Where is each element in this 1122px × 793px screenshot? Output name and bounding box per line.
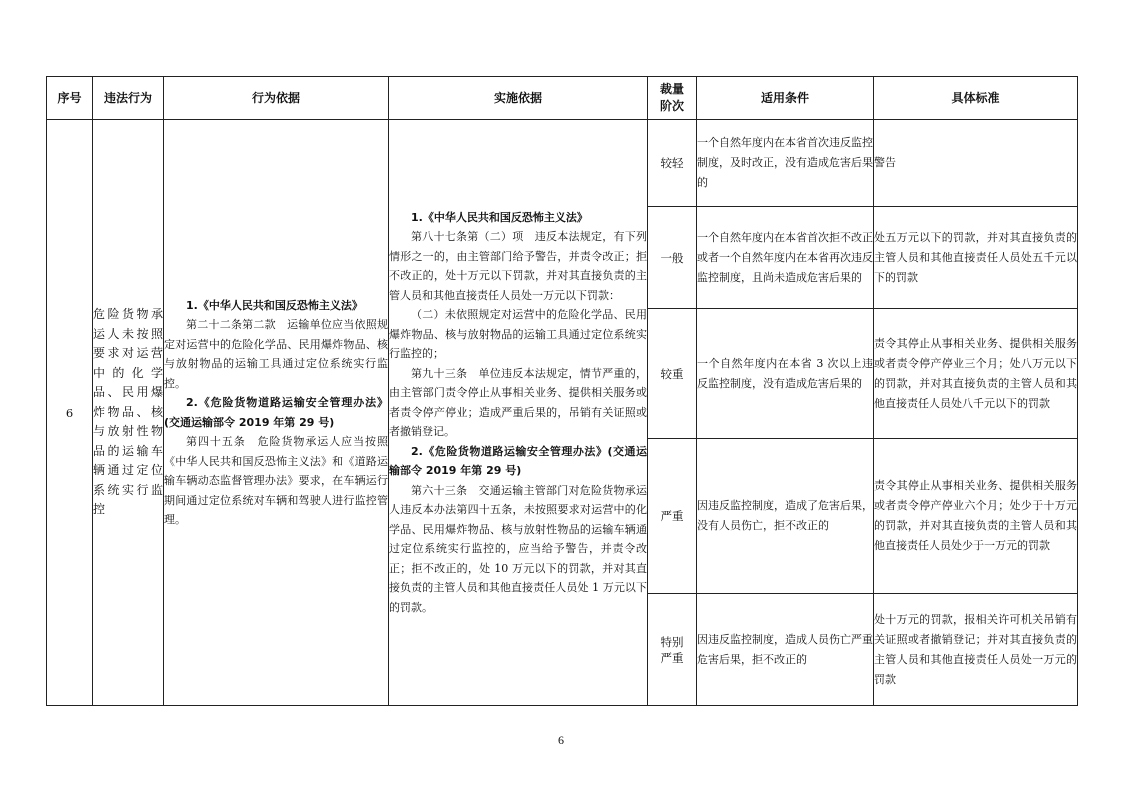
table-header-row <box>47 77 1078 120</box>
cond-serious: 因违反监控制度，造成了危害后果，没有人员伤亡，拒不改正的 <box>697 439 874 594</box>
basis-heading-2: 2.《危险货物道路运输安全管理办法》(交通运输部令 2019 年第 29 号) <box>164 396 388 429</box>
level-extra-serious <box>648 594 697 706</box>
std-minor: 警告 <box>874 120 1078 207</box>
level-general: 一般 <box>648 207 697 309</box>
impl-paragraph-2: （二）未依照规定对运营中的危险化学品、民用爆炸物品、核与放射物品的运输工具通过定位系统实行监控的； <box>389 308 647 361</box>
impl-paragraph-4: 第六十三条 交通运输主管部门对危险货物承运人违反本办法第四十五条，未按照要求对运营中的化学品、民用爆炸物品、核与放射性物品的运输车辆通过定位系统实行监控的，应当给予警告，并责令改正；拒不改正的，处 10 万元以下的罚款，并对其直接负责的主管人员和其他直接责任人员处 1 万元以下的罚款。 <box>389 483 647 614</box>
header-cond: 适用条件 <box>697 77 874 120</box>
impl-heading-2: 2.《危险货物道路运输安全管理办法》(交通运输部令 2019 年第 29 号) <box>389 444 647 478</box>
page-number: 6 <box>558 733 564 747</box>
std-serious: 责令其停止从事相关业务、提供相关服务或者责令停产停业六个月；处少于十万元的罚款，并对其直接负责的主管人员和其他直接责任人员处少于一万元的罚款 <box>874 439 1078 594</box>
header-impl: 实施依据 <box>389 77 648 120</box>
cond-minor: 一个自然年度内在本省首次违反监控制度，及时改正，没有造成危害后果的 <box>697 120 874 207</box>
std-extra-serious: 处十万元的罚款，报相关许可机关吊销有关证照或者撤销登记；并对其直接负责的主管人员和其他直接责任人员处一万元的罚款 <box>874 594 1078 706</box>
std-general: 处五万元以下的罚款，并对其直接负责的主管人员和其他直接责任人员处五千元以下的罚款 <box>874 207 1078 309</box>
std-heavy: 责令其停止从事相关业务、提供相关服务或者责令停产停业三个月；处八万元以下的罚款，并对其直接负责的主管人员和其他直接责任人员处八千元以下的罚款 <box>874 309 1078 439</box>
impl-paragraph-3: 第九十三条 单位违反本法规定，情节严重的，由主管部门责令停止从事相关业务、提供相关服务或者责令停产停业；造成严重后果的，吊销有关证照或者撤销登记。 <box>389 366 647 439</box>
basis-paragraph-2: 第四十五条 危险货物承运人应当按照《中华人民共和国反恐怖主义法》和《道路运输车辆动态监督管理办法》要求，在车辆运行期间通过定位系统对车辆和驾驶人进行监控管理。 <box>164 435 388 526</box>
basis-paragraph-1: 第二十二条第二款 运输单位应当依照规定对运营中的危险化学品、民用爆炸物品、核与放射物品的运输工具通过定位系统实行监控。 <box>164 318 388 390</box>
header-no: 序号 <box>47 77 93 120</box>
penalty-standard-table <box>46 76 1078 706</box>
header-std: 具体标准 <box>874 77 1078 120</box>
header-behavior: 违法行为 <box>93 77 164 120</box>
cond-extra-serious: 因违反监控制度，造成人员伤亡严重危害后果，拒不改正的 <box>697 594 874 706</box>
impl-paragraph-1: 第八十七条第（二）项 违反本法规定，有下列情形之一的，由主管部门给予警告，并责令改正；拒不改正的，处十万元以下罚款，并对其直接负责的主管人员和其他直接责任人员处一万元以下罚款： <box>389 230 647 302</box>
level-serious: 严重 <box>648 439 697 594</box>
level-extra-serious-line1: 特别 <box>660 634 684 649</box>
basis-heading-1: 1.《中华人民共和国反恐怖主义法》 <box>186 298 363 312</box>
header-level-line1: 裁量 <box>659 82 684 96</box>
header-basis: 行为依据 <box>164 77 389 120</box>
row-basis <box>164 120 389 706</box>
table-row <box>47 120 1078 207</box>
row-behavior: 危险货物承运人未按照要求对运营中的化学品、民用爆炸物品、核与放射性物品的运输车辆通过定位系统实行监控 <box>93 120 164 706</box>
row-no: 6 <box>47 120 93 706</box>
cond-heavy: 一个自然年度内在本省 3 次以上违反监控制度，没有造成危害后果的 <box>697 309 874 439</box>
row-impl <box>389 120 648 706</box>
header-level <box>648 77 697 120</box>
header-level-line2: 阶次 <box>659 99 684 113</box>
cond-general: 一个自然年度内在本省首次拒不改正或者一个自然年度内在本省再次违反监控制度，且尚未造成危害后果的 <box>697 207 874 309</box>
level-minor: 较轻 <box>648 120 697 207</box>
level-heavy: 较重 <box>648 309 697 439</box>
level-extra-serious-line2: 严重 <box>660 650 684 665</box>
impl-heading-1: 1.《中华人民共和国反恐怖主义法》 <box>411 210 588 224</box>
